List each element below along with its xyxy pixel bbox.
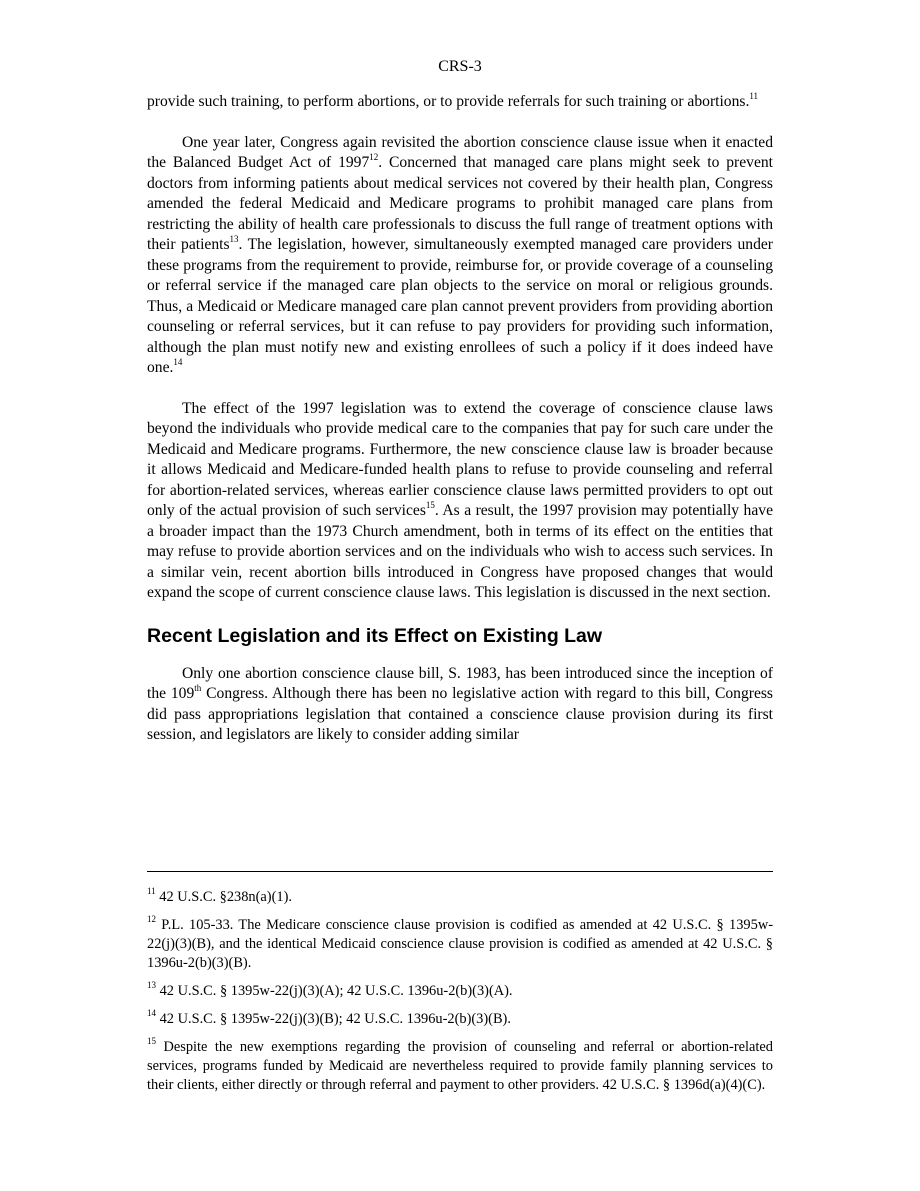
paragraph-1-text: provide such training, to perform abortions, or to provide referrals for such training or abortions.	[147, 93, 750, 110]
footnote-text: 42 U.S.C. § 1395w-22(j)(3)(B); 42 U.S.C. 1396u-2(b)(3)(B).	[156, 1011, 511, 1027]
footnote-text: 42 U.S.C. §238n(a)(1).	[155, 889, 292, 905]
paragraph-2	[147, 133, 773, 379]
paragraph-4-text-b: Congress. Although there has been no legislative action with regard to this bill, Congress did pass appropriations legislation that contained a conscience clause provision during its first session, and legislators are likely to consider adding similar	[147, 685, 773, 743]
paragraph-2-text-c: . The legislation, however, simultaneously exempted managed care providers under these programs from the requirement to provide, reimburse for, or provide coverage of a counseling or referral service if the managed care plan objects to the service on moral or religious grounds. Thus, a Medicaid or Medicare managed care plan cannot prevent providers from providing abortion counseling or referral services, but it can refuse to pay providers for providing such information, although the plan must notify new and existing enrollees of such a policy if it does indeed have one.	[147, 236, 774, 376]
footnote-ref-14[interactable]: 14	[173, 356, 183, 367]
ordinal-superscript: th	[194, 682, 202, 693]
paragraph-3-text-b: . As a result, the 1997 provision may potentially have a broader impact than the 1973 Church amendment, both in terms of its effect on the entities that may refuse to provide abortion services and on the individuals who wish to access such services. In a similar vein, recent abortion bills introduced in Congress have proposed changes that would expand the scope of current conscience clause laws. This legislation is discussed in the next section.	[147, 502, 773, 601]
footnote-ref-11[interactable]: 11	[749, 90, 759, 101]
footnote-14	[147, 1010, 773, 1029]
footnotes-section	[147, 888, 773, 1104]
footnote-divider	[147, 871, 773, 872]
footnote-11	[147, 888, 773, 907]
footnote-ref-13[interactable]: 13	[229, 233, 239, 244]
footnote-12	[147, 916, 773, 973]
body-text	[147, 92, 773, 766]
paragraph-2-text-a: One year later, Congress again revisited the abortion conscience clause issue when it enacted the Balanced Budget Act of 1997	[147, 133, 773, 171]
footnote-ref-15[interactable]: 15	[425, 499, 435, 510]
paragraph-4	[147, 664, 773, 746]
footnote-ref-12[interactable]: 12	[369, 151, 379, 162]
footnote-number: 11	[147, 886, 156, 897]
footnote-number: 12	[147, 914, 156, 925]
footnote-number: 15	[147, 1036, 156, 1047]
paragraph-3	[147, 399, 773, 604]
paragraph-4-text-a: Only one abortion conscience clause bill, S. 1983, has been introduced since the inception of the 109	[147, 664, 773, 702]
footnote-number: 14	[147, 1008, 156, 1019]
paragraph-3-text-a: The effect of the 1997 legislation was to extend the coverage of conscience clause laws beyond the individuals who provide medical care to the companies that pay for such care under the Medicaid and Medicare programs. Furthermore, the new conscience clause law is broader because it allows Medicaid and Medicare-funded health plans to refuse to provide counseling and referral for abortion-related services, whereas earlier conscience clause laws permitted providers to opt out only of the actual provision of such services	[147, 399, 773, 519]
footnote-text: 42 U.S.C. § 1395w-22(j)(3)(A); 42 U.S.C. 1396u-2(b)(3)(A).	[156, 983, 513, 999]
paragraph-2-text-b: . Concerned that managed care plans might seek to prevent doctors from informing patients about medical services not covered by their health plan, Congress amended the federal Medicaid and Medicare programs to prohibit managed care plans from restricting the ability of health care professionals to discuss the full range of treatment options with their patients	[147, 154, 773, 253]
footnote-text: Despite the new exemptions regarding the provision of counseling and referral or abortion-related services, programs funded by Medicaid are nevertheless required to provide family planning services to their clients, either directly or through referral and payment to other providers. 42 U.S.C. § 1396d(a)(4)(C).	[147, 1039, 773, 1093]
footnote-text: P.L. 105-33. The Medicare conscience clause provision is codified as amended at 42 U.S.C. § 1395w-22(j)(3)(B), and the identical Medicaid conscience clause provision is codified as amended at 42 U.S.C. § 1396u-2(b)(3)(B).	[147, 917, 773, 971]
footnote-13	[147, 982, 773, 1001]
section-heading: Recent Legislation and its Effect on Existing Law	[147, 624, 603, 647]
footnote-number: 13	[147, 980, 156, 991]
paragraph-1	[147, 92, 773, 113]
footnote-15	[147, 1038, 773, 1095]
page-number-header: CRS-3	[438, 58, 482, 75]
